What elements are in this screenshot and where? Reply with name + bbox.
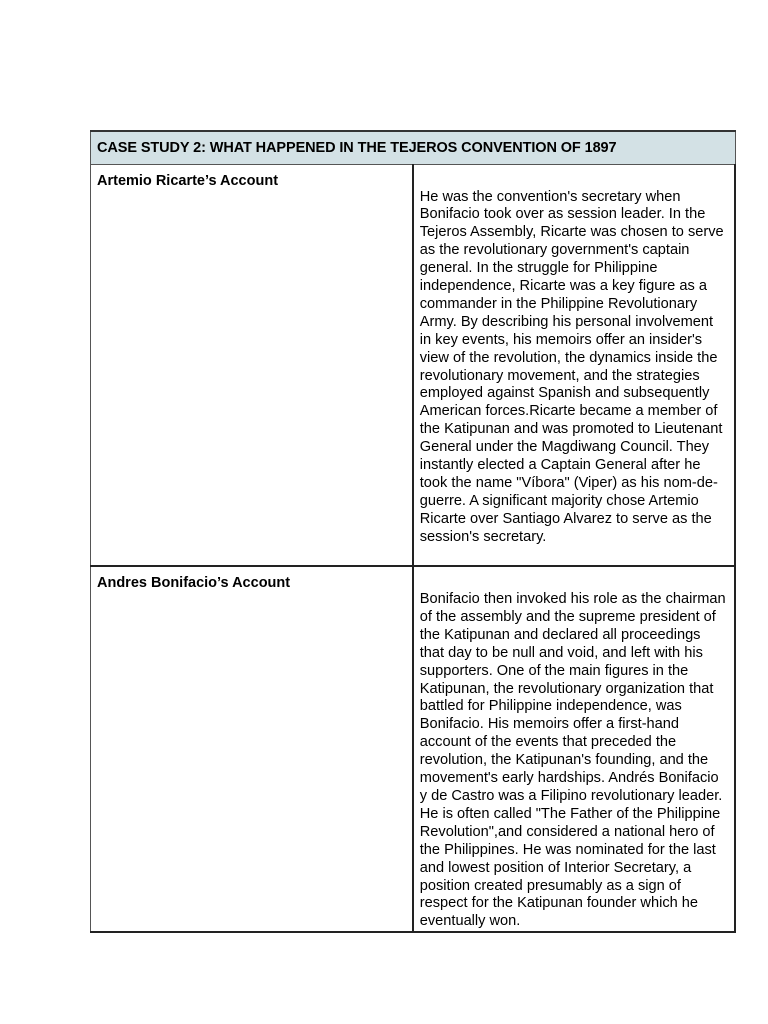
account-text-bonifacio: Bonifacio then invoked his role as the chairman of the assembly and the supreme president of the Katipunan and declared all proceedings that day to be null and void, and left with his supporters. One of the main figures in the Katipunan, the revolutionary organization that battled for Philippine independence, was Bonifacio. His memoirs offer a first-hand account of the events that preceded the revolution, the Katipunan's founding, and the movement's early hardships. Andrés Bonifacio y de Castro was a Filipino revolutionary leader. He is often called "The Father of the Philippine Revolution",and considered a national hero of the Philippines. He was nominated for the last and lowest position of Interior Secretary, a position created presumably as a sign of respect for the Katipunan founder which he eventually won.	[413, 566, 735, 932]
case-study-title: CASE STUDY 2: WHAT HAPPENED IN THE TEJEROS CONVENTION OF 1897	[91, 131, 736, 164]
case-study-table	[90, 130, 736, 933]
table-row	[91, 164, 736, 566]
account-text-ricarte: He was the convention's secretary when Bonifacio took over as session leader. In the Tejeros Assembly, Ricarte was chosen to serve as the revolutionary government's captain general. In the struggle for Philippine independence, Ricarte was a key figure as a commander in the Philippine Revolutionary Army. By describing his personal involvement in key events, his memoirs offer an insider's view of the revolution, the dynamics inside the revolutionary movement, and the strategies employed against Spanish and subsequently American forces.Ricarte became a member of the Katipunan and was promoted to Lieutenant General under the Magdiwang Council. They instantly elected a Captain General after he took the name "Víbora" (Viper) as his nom-de-guerre. A significant majority chose Artemio Ricarte over Santiago Alvarez to serve as the session's secretary.	[413, 164, 735, 566]
table-row	[91, 566, 736, 932]
account-label-bonifacio: Andres Bonifacio’s Account	[91, 566, 413, 932]
table-header-row	[91, 131, 736, 164]
account-label-ricarte: Artemio Ricarte’s Account	[91, 164, 413, 566]
